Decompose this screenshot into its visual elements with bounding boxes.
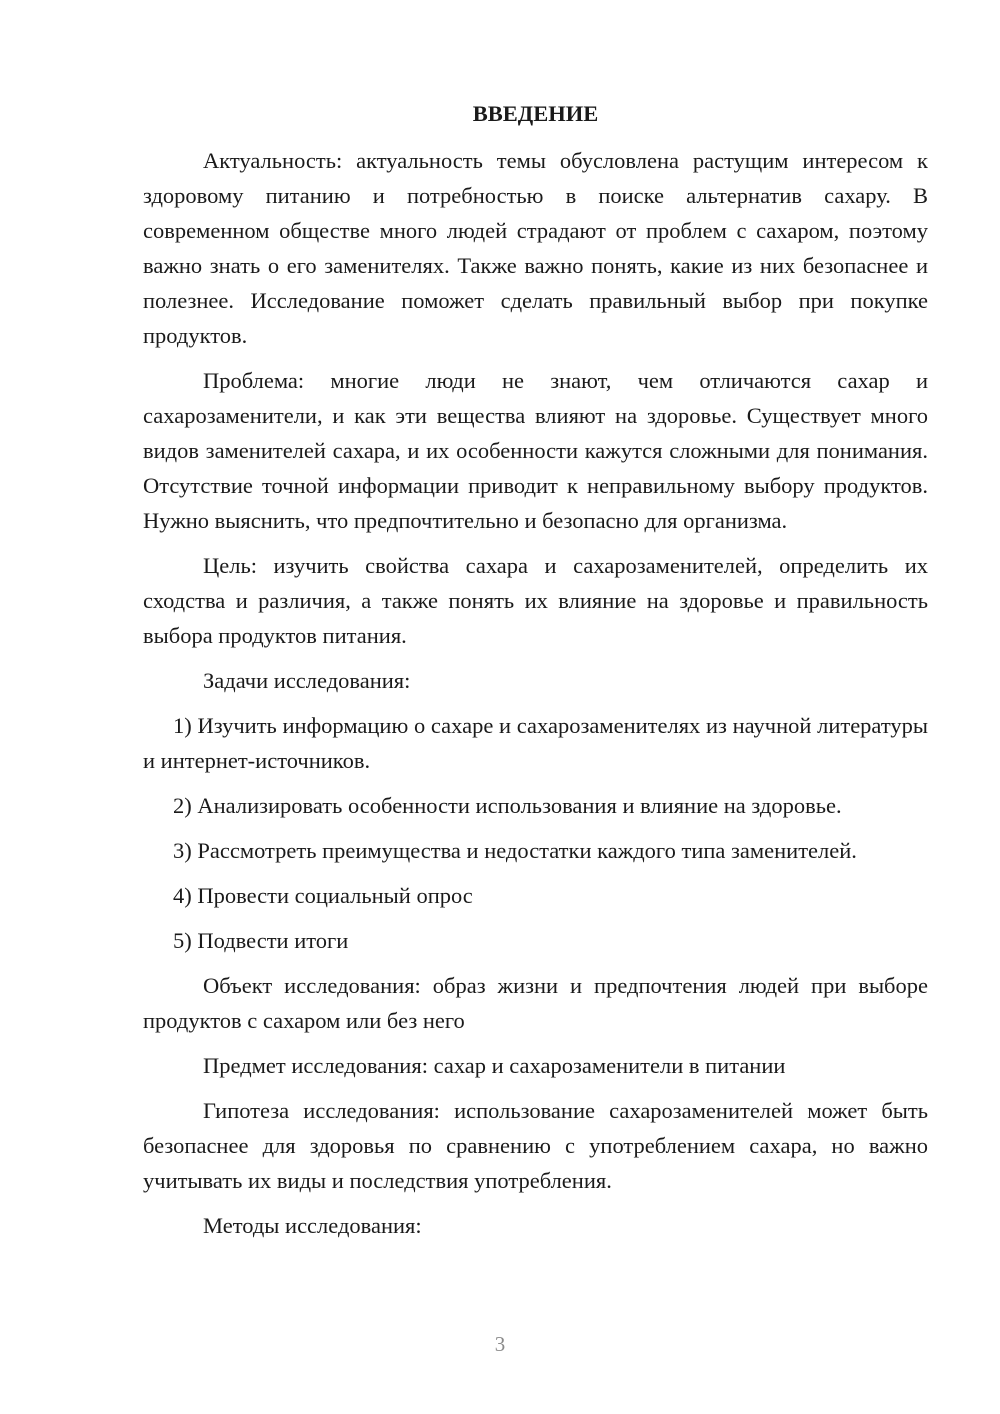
problem-paragraph: Проблема: многие люди не знают, чем отличаются сахар и сахарозаменители, и как эти вещества влияют на здоровье. Существует много видов заменителей сахара, и их особенности кажутся сложными для понимания. Отсутствие точной информации приводит к неправильному выбору продуктов. Нужно выяснить, что предпочтительно и безопасно для организма.	[143, 368, 928, 533]
document-body	[143, 96, 928, 1253]
task-item-1: 1) Изучить информацию о сахаре и сахарозаменителях из научной литературы и интернет-источников.	[143, 713, 928, 773]
tasks-heading: Задачи исследования:	[203, 668, 411, 693]
goal-paragraph: Цель: изучить свойства сахара и сахарозаменителей, определить их сходства и различия, а также понять их влияние на здоровье и правильность выбора продуктов питания.	[143, 553, 928, 648]
task-item-5: 5) Подвести итоги	[173, 928, 349, 953]
task-item-3: 3) Рассмотреть преимущества и недостатки каждого типа заменителей.	[173, 838, 857, 863]
hypothesis-paragraph: Гипотеза исследования: использование сахарозаменителей может быть безопаснее для здоровья по сравнению с употреблением сахара, но важно учитывать их виды и последствия употребления.	[143, 1098, 928, 1193]
research-object-paragraph: Объект исследования: образ жизни и предпочтения людей при выборе продуктов с сахаром или без него	[143, 973, 928, 1033]
methods-paragraph: Методы исследования:	[203, 1213, 422, 1238]
research-subject-paragraph: Предмет исследования: сахар и сахарозаменители в питании	[203, 1053, 786, 1078]
task-item-2: 2) Анализировать особенности использования и влияние на здоровье.	[173, 793, 842, 818]
page-title: ВВЕДЕНИЕ	[472, 101, 599, 126]
page-number: 3	[494, 1332, 506, 1356]
relevance-paragraph: Актуальность: актуальность темы обусловлена растущим интересом к здоровому питанию и потребностью в поиске альтернатив сахару. В современном обществе много людей страдают от проблем с сахаром, поэтому важно знать о его заменителях. Также важно понять, какие из них безопаснее и полезнее. Исследование поможет сделать правильный выбор при покупке продуктов.	[143, 148, 928, 348]
task-item-4: 4) Провести социальный опрос	[173, 883, 473, 908]
